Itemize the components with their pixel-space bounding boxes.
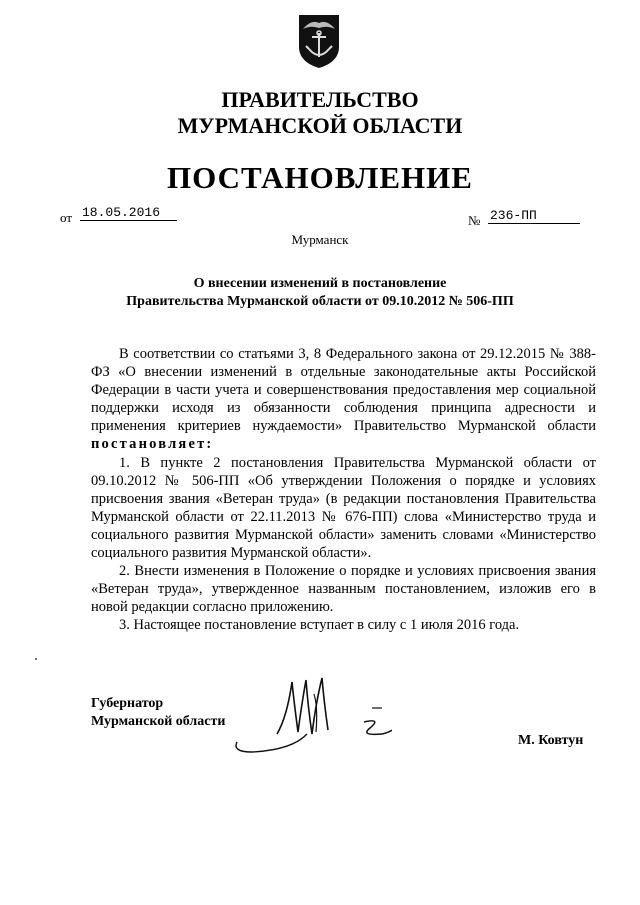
signatory-title-line1: Губернатор	[91, 696, 164, 711]
signatory-title	[91, 695, 225, 731]
document-type: ПОСТАНОВЛЕНИЕ	[167, 160, 473, 195]
coat-of-arms-icon	[297, 13, 341, 69]
preamble-paragraph	[91, 345, 596, 454]
resolves-word: постановляет	[91, 436, 207, 453]
document-body	[91, 345, 596, 635]
document-number: 236-ПП	[488, 208, 580, 224]
item-1: 1. В пункте 2 постановления Правительства Мурманской области от 09.10.2012 № 506-ПП «Об утверждении Положения о порядке и условиях присвоения звания «Ветеран труда» (в редакции постановления Правительства Мурманской области от 22.11.2013 № 676-ПП) слова «Министерство труда и социального развития Мурманской области» заменить словами «Министерство социального развития Мурманской области».	[91, 454, 596, 562]
item-3: 3. Настоящее постановление вступает в силу с 1 июля 2016 года.	[119, 617, 520, 634]
signatory-title-line2: Мурманской области	[91, 714, 226, 729]
number-prefix: №	[468, 213, 481, 228]
org-name-line2: МУРМАНСКОЙ ОБЛАСТИ	[177, 113, 463, 138]
org-name-line1: ПРАВИТЕЛЬСТВО	[221, 87, 419, 112]
date-prefix: от	[60, 210, 73, 225]
item-2: 2. Внести изменения в Положение о порядке и условиях присвоения звания «Ветеран труда», утвержденное названным постановлением, изложив его в новой редакции согласно приложению.	[91, 563, 596, 616]
city: Мурманск	[291, 232, 349, 247]
subject-line2: Правительства Мурманской области от 09.10.2012 № 506-ПП	[126, 294, 514, 309]
signer-name: М. Ковтун	[518, 733, 584, 748]
subject-line1: О внесении изменений в постановление	[193, 276, 447, 291]
document-date: 18.05.2016	[80, 205, 177, 221]
preamble-text: В соответствии со статьями 3, 8 Федерального закона от 29.12.2015 № 388-ФЗ «О внесении изменений в отдельные законодательные акты Российской Федерации в части учета и совершенствования предоставления мер социальной поддержки исходя из обязанности соблюдения принципа адресности и применения критериев нуждаемости» Правительство Мурманской области	[91, 346, 596, 435]
handwritten-signature	[232, 672, 392, 762]
resolves-colon: :	[206, 436, 212, 453]
scan-speck	[35, 658, 37, 660]
